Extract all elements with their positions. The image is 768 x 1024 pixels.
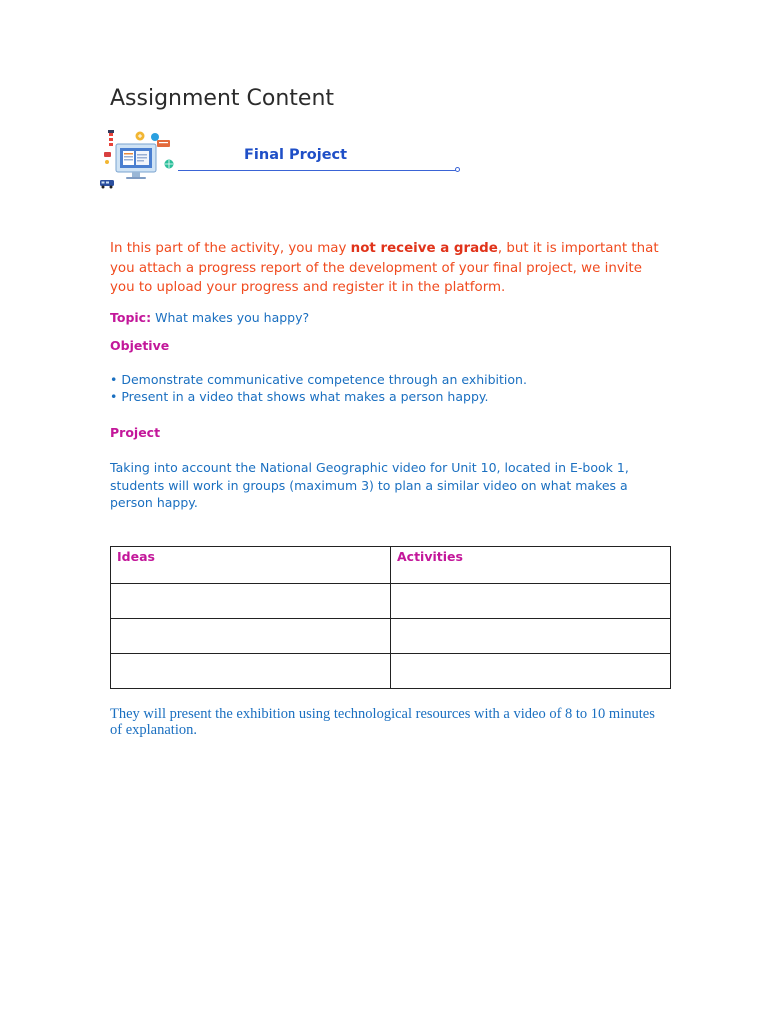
banner-title: Final Project [244, 147, 348, 163]
table-cell[interactable] [391, 619, 671, 654]
computer-learning-illustration-icon [98, 126, 178, 190]
project-heading: Project [110, 425, 161, 440]
topic-value: What makes you happy? [151, 310, 310, 325]
table-cell[interactable] [391, 654, 671, 689]
intro-text-before: In this part of the activity, you may [110, 241, 351, 256]
project-description: Taking into account the National Geographic video for Unit 10, located in E-book 1, students will work in groups (maximum 3) to plan a similar video on what makes a person happy. [110, 460, 629, 510]
table-cell[interactable] [111, 619, 391, 654]
intro-emphasis: not receive a grade [350, 241, 498, 256]
table-row [111, 584, 671, 619]
table-cell[interactable] [111, 654, 391, 689]
table-header-ideas: Ideas [111, 547, 391, 584]
banner-line-end-dot [455, 167, 460, 172]
table-row [111, 619, 671, 654]
table-cell[interactable] [111, 584, 391, 619]
ideas-activities-table [110, 546, 671, 689]
table-header-activities: Activities [391, 547, 671, 584]
objective-heading: Objetive [110, 338, 170, 353]
final-project-banner [98, 126, 478, 192]
table-row [111, 654, 671, 689]
closing-paragraph: They will present the exhibition using technological resources with a video of 8 to 10 minutes of explanation. [110, 706, 655, 738]
table-header-row [111, 547, 671, 584]
intro-paragraph [110, 239, 670, 298]
table-cell[interactable] [391, 584, 671, 619]
objective-item: • Demonstrate communicative competence through an exhibition. [110, 372, 527, 387]
topic-label: Topic: [110, 310, 152, 325]
intro-text-after: , but it is important that you attach a progress report of the development of your final project, we invite you to upload your progress and register it in the platform. [110, 241, 659, 295]
objective-item: • Present in a video that shows what makes a person happy. [110, 389, 489, 404]
banner-divider-line [178, 170, 458, 171]
page-title: Assignment Content [110, 86, 335, 111]
objective-list [110, 371, 527, 405]
topic-line [110, 310, 309, 325]
